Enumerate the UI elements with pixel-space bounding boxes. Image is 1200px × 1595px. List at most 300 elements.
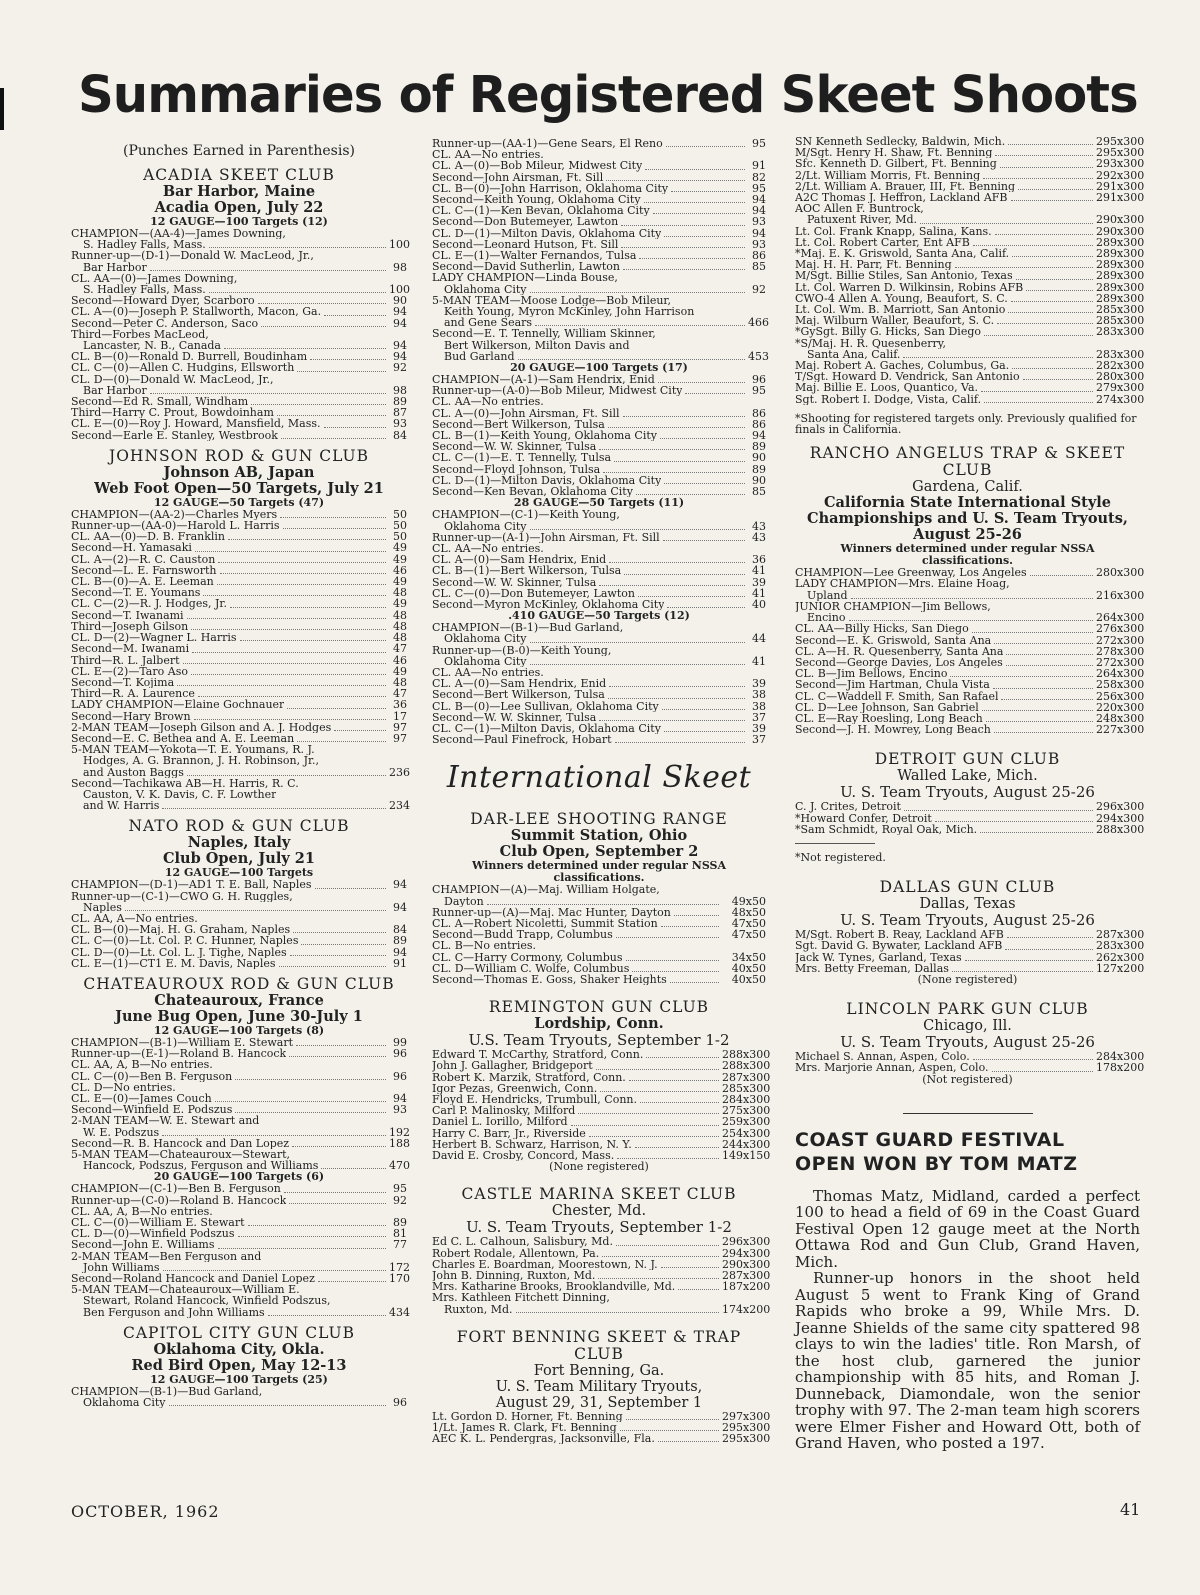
club-location: Chicago, Ill. — [923, 1018, 1012, 1035]
divider — [903, 1113, 1033, 1114]
result-row — [71, 688, 407, 699]
dot-leader — [903, 357, 1093, 358]
result-row — [71, 565, 407, 576]
result-row — [71, 1260, 410, 1274]
result-text: Runner-up—(AA-0)—Harold L. Harris — [71, 520, 280, 532]
result-score: 289x300 — [1096, 291, 1145, 305]
dot-leader — [603, 472, 745, 473]
page-number: 41 — [1120, 1500, 1141, 1519]
dot-leader — [935, 821, 1093, 822]
result-row — [795, 711, 1145, 725]
result-text: Jack W. Tynes, Garland, Texas — [795, 951, 962, 963]
dot-leader — [1016, 279, 1093, 280]
dot-leader — [670, 982, 719, 983]
result-text: Second—Jim Hartman, Chula Vista — [795, 679, 990, 691]
result-text: Sfc. Kenneth D. Gilbert, Ft. Benning — [795, 158, 997, 170]
result-text: and W. Harris — [83, 800, 160, 812]
event-subhead: 20 GAUGE—100 Targets (6) — [153, 1170, 325, 1184]
dot-leader — [609, 562, 745, 563]
result-text: and Auston Baggs — [83, 766, 184, 778]
result-score: 262x300 — [1096, 950, 1145, 964]
dot-leader — [955, 267, 1093, 268]
result-row — [432, 1126, 771, 1140]
result-text: Bar Harbor — [83, 384, 147, 397]
result-row — [795, 678, 1145, 692]
result-text: John J. Gallagher, Bridgeport — [432, 1060, 593, 1072]
result-row — [432, 239, 766, 250]
result-row — [795, 325, 1145, 339]
result-text: Second—Ed R. Small, Windham — [71, 396, 249, 408]
dot-leader — [995, 234, 1093, 235]
result-row — [795, 168, 1145, 182]
club-name: DETROIT GUN CLUB — [874, 750, 1061, 769]
result-row — [795, 950, 1145, 964]
result-score: 44 — [752, 632, 766, 646]
result-row — [71, 1217, 407, 1228]
result-score: 89 — [393, 395, 407, 409]
result-text: Oklahoma City — [83, 1397, 166, 1409]
result-row — [432, 149, 766, 160]
dot-leader — [284, 1192, 386, 1193]
result-text: CHAMPION—(AA-4)—James Downing, — [71, 228, 286, 240]
result-score: 264x300 — [1096, 611, 1145, 625]
dot-leader — [904, 810, 1093, 811]
event-name: Club Open, September 2 — [499, 843, 699, 861]
result-score: 287x300 — [722, 1269, 771, 1283]
dot-leader — [997, 323, 1093, 324]
dot-leader — [972, 632, 1093, 633]
result-text: CL. C—Harry Cormony, Columbus — [432, 951, 623, 963]
dot-leader — [318, 1281, 386, 1282]
dot-leader — [664, 236, 745, 237]
result-score: 283x300 — [1096, 325, 1145, 339]
event-dates: August 29, 31, September 1 — [495, 1394, 703, 1411]
result-score: 47x50 — [731, 916, 766, 930]
results-list — [71, 879, 407, 969]
result-text: Maj. Robert A. Gaches, Columbus, Ga. — [795, 360, 1010, 372]
result-row — [71, 351, 407, 362]
dot-leader — [177, 685, 386, 686]
result-row — [432, 963, 766, 974]
dot-leader — [1008, 312, 1093, 313]
dot-leader — [950, 676, 1093, 677]
result-score: 272x300 — [1096, 633, 1145, 647]
result-text: CL. AA—No entries. — [432, 542, 544, 555]
dot-leader — [626, 1419, 719, 1420]
result-score: 39 — [752, 721, 766, 735]
dot-leader — [277, 415, 386, 416]
dot-leader — [191, 629, 386, 630]
result-text: Second—E. C. Bethea and A. E. Leeman — [71, 732, 295, 745]
result-text: Runner-up—(C-0)—Roland B. Hancock — [71, 1194, 287, 1206]
result-row — [432, 532, 766, 543]
result-row — [71, 509, 407, 520]
result-row — [71, 1136, 410, 1150]
dot-leader — [986, 721, 1093, 722]
result-row — [795, 146, 1145, 160]
result-row — [71, 1251, 407, 1262]
article-paragraph: Runner-up honors in the shoot held August 5 went to Frank King of Grand Rapids who broke a 99, While Mrs. D. Jeanne Shields of the same city spattered 98 clays to win the ladies' title. Ron Marsh, of the host club, garnered the junior championship with 85 hits, and Roman J. Dunneback, Diamondale, won the senior trophy with 97. The 2-man team high scorers were Elmer Fisher and Howard Ott, both of Grand Haven, who posted a 197. — [795, 1269, 1140, 1453]
result-text: CL. C—(0)—Ben B. Ferguson — [71, 1070, 233, 1082]
result-row — [795, 303, 1145, 317]
result-score: 216x300 — [1096, 588, 1145, 602]
result-row — [71, 958, 407, 969]
event-name: U. S. Team Military Tryouts, — [495, 1378, 703, 1395]
dot-leader — [623, 269, 745, 270]
dot-leader — [663, 540, 745, 541]
result-text: W. E. Podszus — [83, 1126, 160, 1138]
result-score: 296x300 — [1096, 800, 1145, 814]
result-text: 2/Lt. William A. Brauer, III, Ft. Benning — [795, 180, 1016, 193]
result-text: CL. A—(0)—Sam Hendrix, Enid — [432, 678, 607, 690]
dot-leader — [626, 960, 719, 961]
result-row — [795, 822, 1145, 836]
result-row — [432, 452, 766, 463]
result-score: 41 — [752, 654, 766, 668]
result-text: CL. A—H. R. Quesenberry, Santa Ana — [795, 645, 1004, 657]
club-name: FORT BENNING SKEET & TRAP CLUB — [456, 1327, 742, 1363]
result-score: 259x300 — [722, 1115, 771, 1129]
dot-leader — [224, 348, 386, 349]
result-score: 82 — [752, 170, 766, 184]
dot-leader — [600, 1091, 719, 1092]
result-text: Runner-up—(A-1)—John Airsman, Ft. Sill — [432, 531, 660, 543]
result-score: 40 — [752, 597, 766, 611]
result-row — [71, 655, 407, 666]
result-row — [432, 543, 766, 554]
result-score: 187x200 — [722, 1280, 771, 1294]
result-score: 47x50 — [731, 928, 766, 942]
international-skeet-heading: International Skeet — [446, 760, 752, 796]
result-row — [71, 947, 407, 958]
result-score: 91 — [752, 159, 766, 173]
result-score: 49 — [393, 597, 407, 611]
result-row — [432, 633, 766, 644]
result-score: 91 — [393, 956, 407, 970]
result-text: Runner-up—(B-0)—Keith Young, — [432, 644, 612, 656]
result-row — [795, 258, 1145, 272]
result-row — [71, 1082, 407, 1093]
result-row — [432, 261, 766, 272]
result-text: CL. B—(1)—Bert Wilkerson, Tulsa — [432, 565, 622, 577]
result-text: LADY CHAMPION—Mrs. Elaine Hoag, — [795, 578, 1010, 590]
result-score: 291x300 — [1096, 191, 1145, 205]
result-score: 50 — [393, 519, 407, 533]
result-text: Third—Forbes MacLeod, — [71, 328, 209, 341]
dot-leader — [1001, 699, 1093, 700]
result-text: and Gene Sears — [444, 317, 533, 329]
dot-leader — [609, 686, 745, 687]
result-row — [432, 1246, 771, 1260]
dot-leader — [664, 483, 745, 484]
dot-leader — [965, 960, 1093, 961]
result-text: CL. AA—No entries. — [432, 666, 544, 679]
result-row — [71, 1149, 407, 1160]
results-list — [432, 622, 766, 745]
club-name: RANCHO ANGELUS TRAP & SKEET CLUB — [809, 444, 1126, 480]
dot-leader — [994, 643, 1093, 644]
result-row — [432, 1048, 771, 1062]
result-row — [432, 521, 766, 532]
result-text: Second—Keith Young, Oklahoma City — [432, 194, 641, 206]
result-score: 95 — [752, 181, 766, 195]
result-score: 227x300 — [1096, 723, 1145, 737]
dot-leader — [228, 539, 386, 540]
dot-leader — [187, 618, 386, 619]
result-row — [795, 939, 1145, 953]
result-text: CL. E—(2)—Taro Aso — [71, 665, 188, 677]
result-row — [432, 306, 766, 317]
dot-leader — [662, 709, 745, 710]
result-row — [71, 576, 407, 587]
result-text: Lancaster, N. B., Canada — [83, 340, 221, 352]
result-text: CL. B—(0)—Maj. H. G. Graham, Naples — [71, 924, 291, 936]
dot-leader — [289, 1203, 386, 1204]
dot-leader — [602, 1256, 719, 1257]
result-text: Second—Thomas E. Goss, Shaker Heights — [432, 973, 667, 986]
result-row — [432, 374, 766, 385]
result-row — [71, 396, 407, 407]
result-score: 470 — [389, 1159, 410, 1173]
result-text: CHAMPION—(AA-2)—Charles Myers — [71, 508, 278, 521]
result-row — [432, 228, 766, 239]
dot-leader — [261, 326, 386, 327]
result-row — [795, 928, 1145, 942]
result-score: 264x300 — [1096, 667, 1145, 681]
result-text: LADY CHAMPION—Linda Bouse, — [432, 272, 618, 284]
dot-leader — [645, 169, 745, 170]
result-row — [795, 247, 1145, 261]
result-score: 234 — [389, 799, 410, 813]
result-score: 220x300 — [1096, 700, 1145, 714]
divider — [795, 843, 875, 844]
result-score: 49x50 — [731, 894, 766, 908]
result-row — [795, 338, 1140, 349]
result-text: Second—W. W. Skinner, Tulsa — [432, 441, 597, 453]
result-score: 49 — [393, 541, 407, 555]
result-text: CL. D—(2)—Wagner L. Harris — [71, 632, 237, 644]
dot-leader — [220, 573, 386, 574]
dot-leader — [293, 932, 386, 933]
result-row — [432, 1432, 771, 1446]
result-row — [432, 929, 766, 940]
result-text: Oklahoma City — [444, 520, 527, 532]
result-row — [432, 952, 766, 963]
result-score: 453 — [748, 349, 769, 363]
result-row — [71, 250, 407, 261]
club-name: CAPITOL CITY GUN CLUB — [122, 1323, 356, 1342]
dot-leader — [290, 955, 386, 956]
dot-leader — [530, 664, 745, 665]
result-score: 293x300 — [1096, 157, 1145, 171]
results-list — [432, 509, 766, 610]
result-text: LADY CHAMPION—Elaine Gochnauer — [71, 699, 285, 711]
result-row — [795, 689, 1145, 703]
result-row — [71, 1125, 410, 1139]
column-1 — [71, 143, 410, 1410]
dot-leader — [125, 910, 386, 911]
result-score: 272x300 — [1096, 655, 1145, 669]
dot-leader — [621, 247, 745, 248]
dot-leader — [616, 937, 719, 938]
result-score: 280x300 — [1096, 566, 1145, 580]
result-score: 92 — [393, 1193, 407, 1207]
result-score: 149x150 — [722, 1149, 771, 1163]
result-score: 100 — [389, 238, 410, 252]
result-text: Runner-up—(AA-1)—Gene Sears, El Reno — [432, 138, 663, 150]
result-score: 86 — [752, 406, 766, 420]
result-text: CL. A—(0)—Joseph P. Stallworth, Macon, Ga. — [71, 306, 322, 318]
result-row — [432, 1093, 771, 1106]
result-row — [432, 1104, 771, 1118]
result-score: 85 — [752, 260, 766, 274]
result-text: 2-MAN TEAM—W. E. Stewart and — [71, 1115, 260, 1127]
result-text: Naples — [83, 901, 122, 913]
result-row — [795, 700, 1145, 714]
dot-leader — [661, 1267, 719, 1268]
event-subhead: .410 GAUGE—50 Targets (12) — [508, 609, 690, 623]
result-text: Lt. Col. Wm. B. Marriott, San Antonio — [795, 304, 1006, 316]
result-text: CHAMPION—(C-1)—Keith Young, — [432, 509, 620, 521]
result-text: CHAMPION—(A)—Maj. William Holgate, — [432, 884, 660, 896]
section-benning — [432, 1327, 771, 1446]
result-text: CHAMPION—(B-1)—Bud Garland, — [71, 1385, 263, 1398]
club-location: Naples, Italy — [187, 834, 291, 852]
result-row — [432, 396, 766, 407]
dot-leader — [973, 245, 1093, 246]
result-row — [432, 656, 766, 667]
result-text: CL. B—(0)—Lee Sullivan, Oklahoma City — [432, 700, 659, 712]
result-text: CL. D—(0)—Lt. Col. L. J. Tighe, Naples — [71, 946, 287, 958]
result-row — [71, 1239, 407, 1250]
result-score: 46 — [393, 563, 407, 577]
result-row — [432, 907, 766, 918]
dot-leader — [209, 292, 386, 293]
dot-leader — [301, 944, 386, 945]
dot-leader — [1006, 654, 1093, 655]
result-row — [795, 622, 1145, 636]
result-score: 38 — [752, 688, 766, 702]
result-score: 98 — [393, 383, 407, 397]
result-score: 295x300 — [1096, 135, 1145, 148]
result-score: 48 — [393, 619, 407, 633]
result-score: 283x300 — [1096, 939, 1145, 953]
dot-leader — [209, 247, 386, 248]
result-row — [71, 902, 407, 913]
result-text: Lt. Gordon D. Horner, Ft. Benning — [432, 1410, 623, 1423]
result-text: Santa Ana, Calif. — [807, 348, 901, 361]
result-score: 94 — [752, 226, 766, 240]
event-name: Red Bird Open, May 12-13 — [131, 1356, 347, 1374]
result-text: Herbert B. Schwarz, Harrison, N. Y. — [432, 1138, 632, 1151]
result-text: Floyd E. Hendricks, Trumbull, Conn. — [432, 1094, 637, 1106]
result-text: CHAMPION—(B-1)—Bud Garland, — [432, 622, 624, 634]
section-capitol — [71, 1325, 407, 1408]
event-name: Club Open, July 21 — [163, 850, 315, 868]
result-text: CL. AA—(0)—D. B. Franklin — [71, 531, 225, 543]
dot-leader — [984, 402, 1093, 403]
result-score: 50 — [393, 507, 407, 521]
result-score: 94 — [752, 204, 766, 218]
result-score: 285x300 — [1096, 303, 1145, 317]
result-score: 282x300 — [1096, 359, 1145, 373]
result-text: Mrs. Katharine Brooks, Brooklandville, Md. — [432, 1281, 676, 1293]
result-text: 2/Lt. William Morris, Ft. Benning — [795, 169, 981, 181]
result-text: Lt. Col. Warren D. Wilkinsin, Robins AFB — [795, 281, 1024, 293]
dot-leader — [1018, 189, 1093, 190]
dot-leader — [1000, 167, 1093, 168]
result-row — [71, 744, 407, 755]
result-row — [432, 1269, 771, 1283]
result-row — [432, 1292, 766, 1303]
result-score: 276x300 — [1096, 622, 1145, 636]
result-row — [71, 520, 407, 531]
result-text: CL. E—(1)—CT1 E. M. Davis, Naples — [71, 957, 276, 969]
dot-leader — [674, 915, 719, 916]
result-row — [795, 611, 1145, 625]
result-text: Causton, V. K. Davis, C. F. Lowther — [83, 788, 277, 801]
dot-leader — [1012, 368, 1093, 369]
result-score: 39 — [752, 575, 766, 589]
result-text: Lt. Col. Frank Knapp, Salina, Kans. — [795, 225, 992, 237]
dot-leader — [973, 1059, 1093, 1060]
result-text: Runner-up—(A-0)—Bob Mileur, Midwest City — [432, 385, 683, 397]
result-text: Second—David Sutherlin, Lawton — [432, 261, 621, 273]
dot-leader — [324, 427, 386, 428]
result-score: 43 — [752, 519, 766, 533]
result-row — [432, 250, 766, 261]
result-row — [795, 291, 1145, 305]
event-subhead: 12 GAUGE—100 Targets (8) — [153, 1023, 325, 1037]
dot-leader — [279, 966, 387, 967]
result-score: 50 — [393, 530, 407, 544]
club-name: DAR-LEE SHOOTING RANGE — [470, 810, 728, 829]
dot-leader — [1012, 256, 1093, 257]
dot-leader — [571, 1125, 720, 1126]
result-text: CL. AA, A, B—No entries. — [71, 1059, 213, 1071]
dot-leader — [169, 1405, 386, 1406]
result-row — [71, 935, 407, 946]
dot-leader — [608, 698, 745, 699]
result-text: Upland — [807, 589, 848, 601]
section-rancho — [795, 444, 1145, 737]
dot-leader — [980, 832, 1093, 833]
result-text: Second—L. E. Farnsworth — [71, 564, 217, 577]
result-text: Maj. Wilburn Waller, Beaufort, S. C. — [795, 315, 995, 327]
result-row — [432, 216, 766, 227]
result-score: 90 — [752, 473, 766, 487]
result-text: Mrs. Marjorie Annan, Aspen, Colo. — [795, 1062, 989, 1074]
result-row — [71, 228, 407, 239]
result-text: Maj. H. H. Parr, Ft. Benning — [795, 259, 952, 271]
dot-leader — [667, 607, 745, 608]
result-row — [432, 1409, 771, 1423]
result-row — [432, 974, 766, 985]
result-score: 290x300 — [1096, 213, 1145, 227]
result-text: Ruxton, Md. — [444, 1303, 513, 1315]
result-row — [432, 565, 766, 576]
result-text: Second—Roland Hancock and Daniel Lopez — [71, 1273, 315, 1285]
results-list — [71, 507, 410, 813]
dot-leader — [952, 971, 1093, 972]
dot-leader — [606, 180, 745, 181]
result-text: Mrs. Kathleen Fitchett Dinning, — [432, 1292, 610, 1304]
result-row — [432, 138, 766, 149]
result-row — [71, 318, 407, 329]
result-row — [71, 722, 407, 733]
result-text: SN Kenneth Sedlecky, Baldwin, Mich. — [795, 136, 1006, 148]
result-row — [432, 1280, 771, 1294]
